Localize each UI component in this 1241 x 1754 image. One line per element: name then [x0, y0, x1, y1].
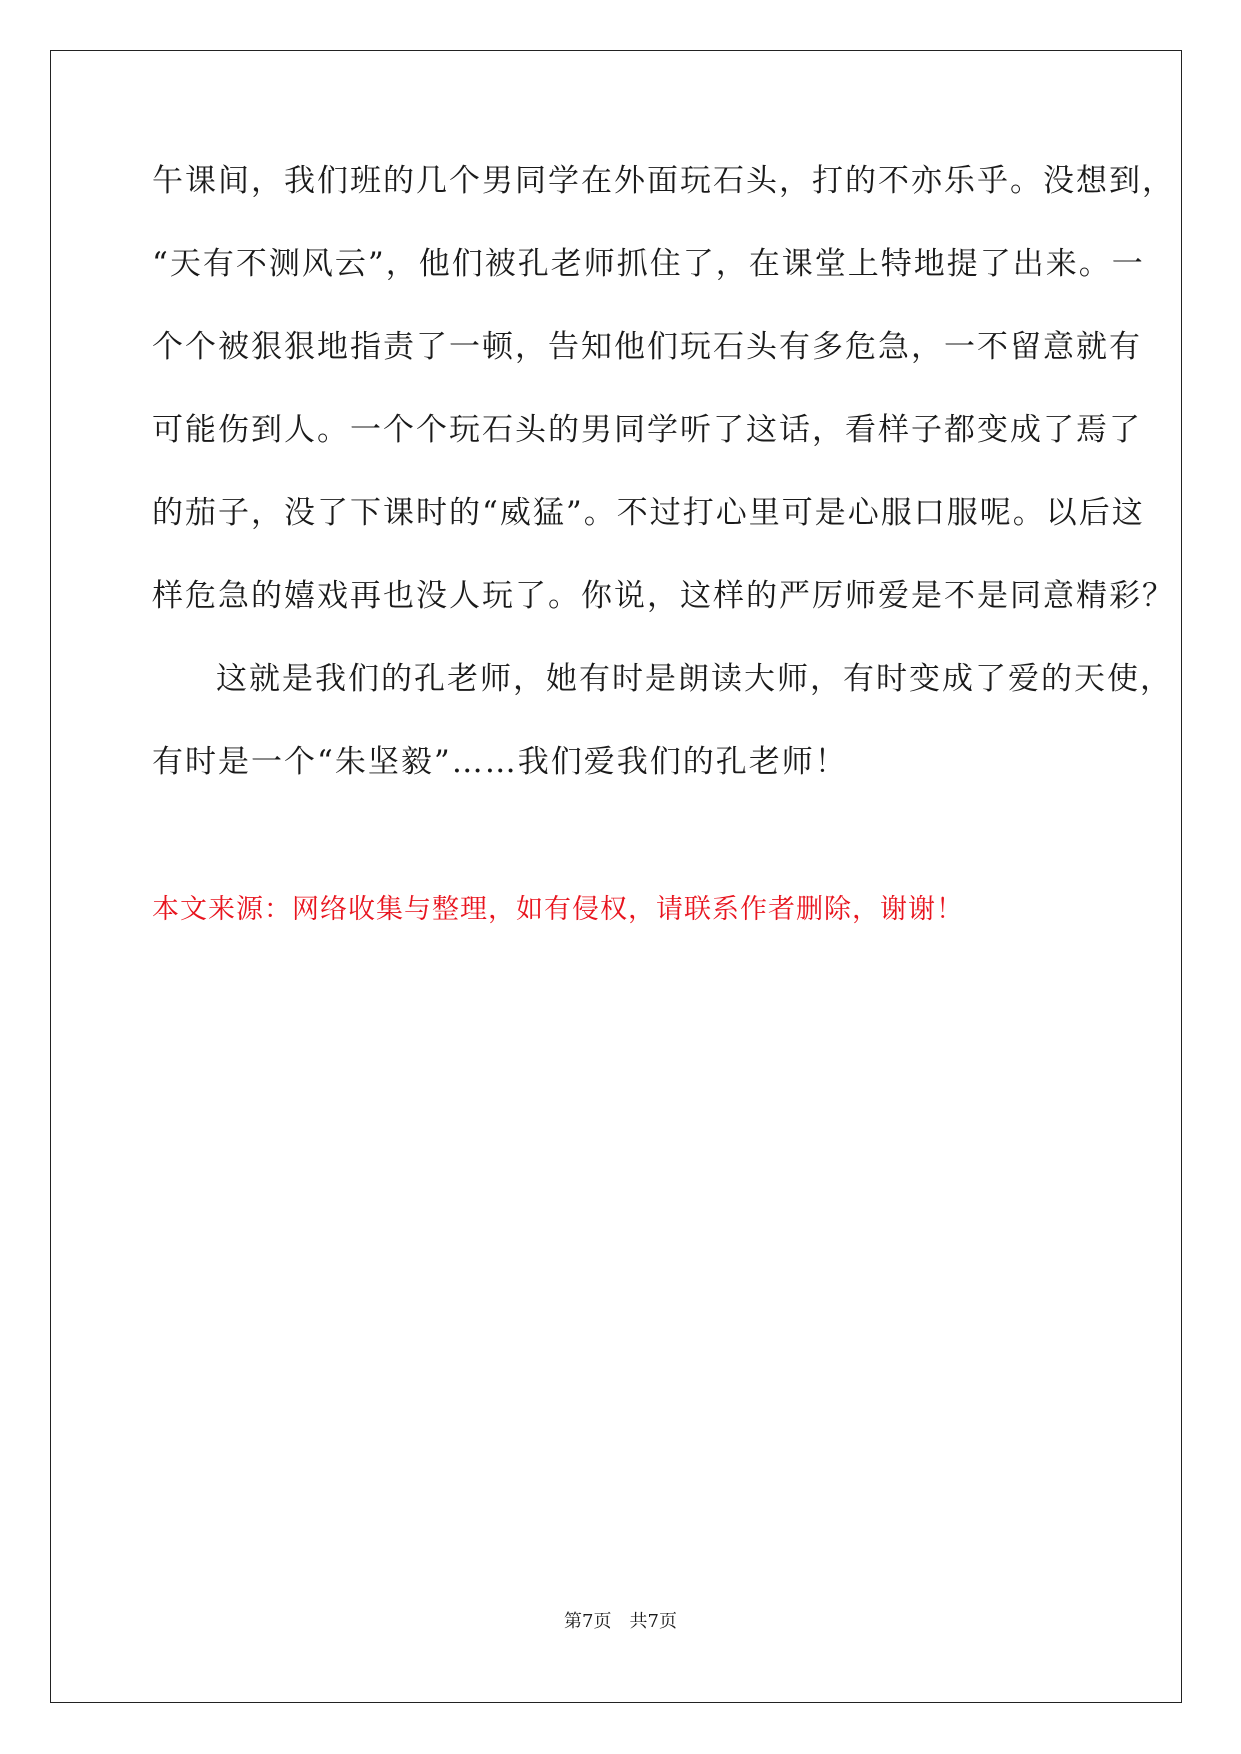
article-body — [152, 150, 1175, 814]
page-footer: 第7页 共7页 — [564, 1611, 677, 1632]
source-note: 本文来源：网络收集与整理，如有侵权，请联系作者删除，谢谢！ — [152, 894, 964, 925]
body-line: 可能伤到人。一个个玩石头的男同学听了这话，看样子都变成了焉了 — [152, 412, 1142, 448]
body-line: 有时是一个“朱坚毅”……我们爱我们的孔老师！ — [152, 744, 848, 780]
body-line: 午课间，我们班的几个男同学在外面玩石头，打的不亦乐乎。没想到， — [152, 163, 1175, 199]
body-line: 个个被狠狠地指责了一顿，告知他们玩石头有多危急，一不留意就有 — [152, 329, 1142, 365]
body-line: “天有不测风云”，他们被孔老师抓住了，在课堂上特地提了出来。一 — [152, 246, 1145, 282]
paragraph-start-line: 这就是我们的孔老师，她有时是朗读大师，有时变成了爱的天使， — [216, 661, 1173, 697]
body-line: 样危急的嬉戏再也没人玩了。你说，这样的严厉师爱是不是同意精彩？ — [152, 578, 1175, 614]
body-line: 的茄子，没了下课时的“威猛”。不过打心里可是心服口服呢。以后这 — [152, 495, 1145, 531]
